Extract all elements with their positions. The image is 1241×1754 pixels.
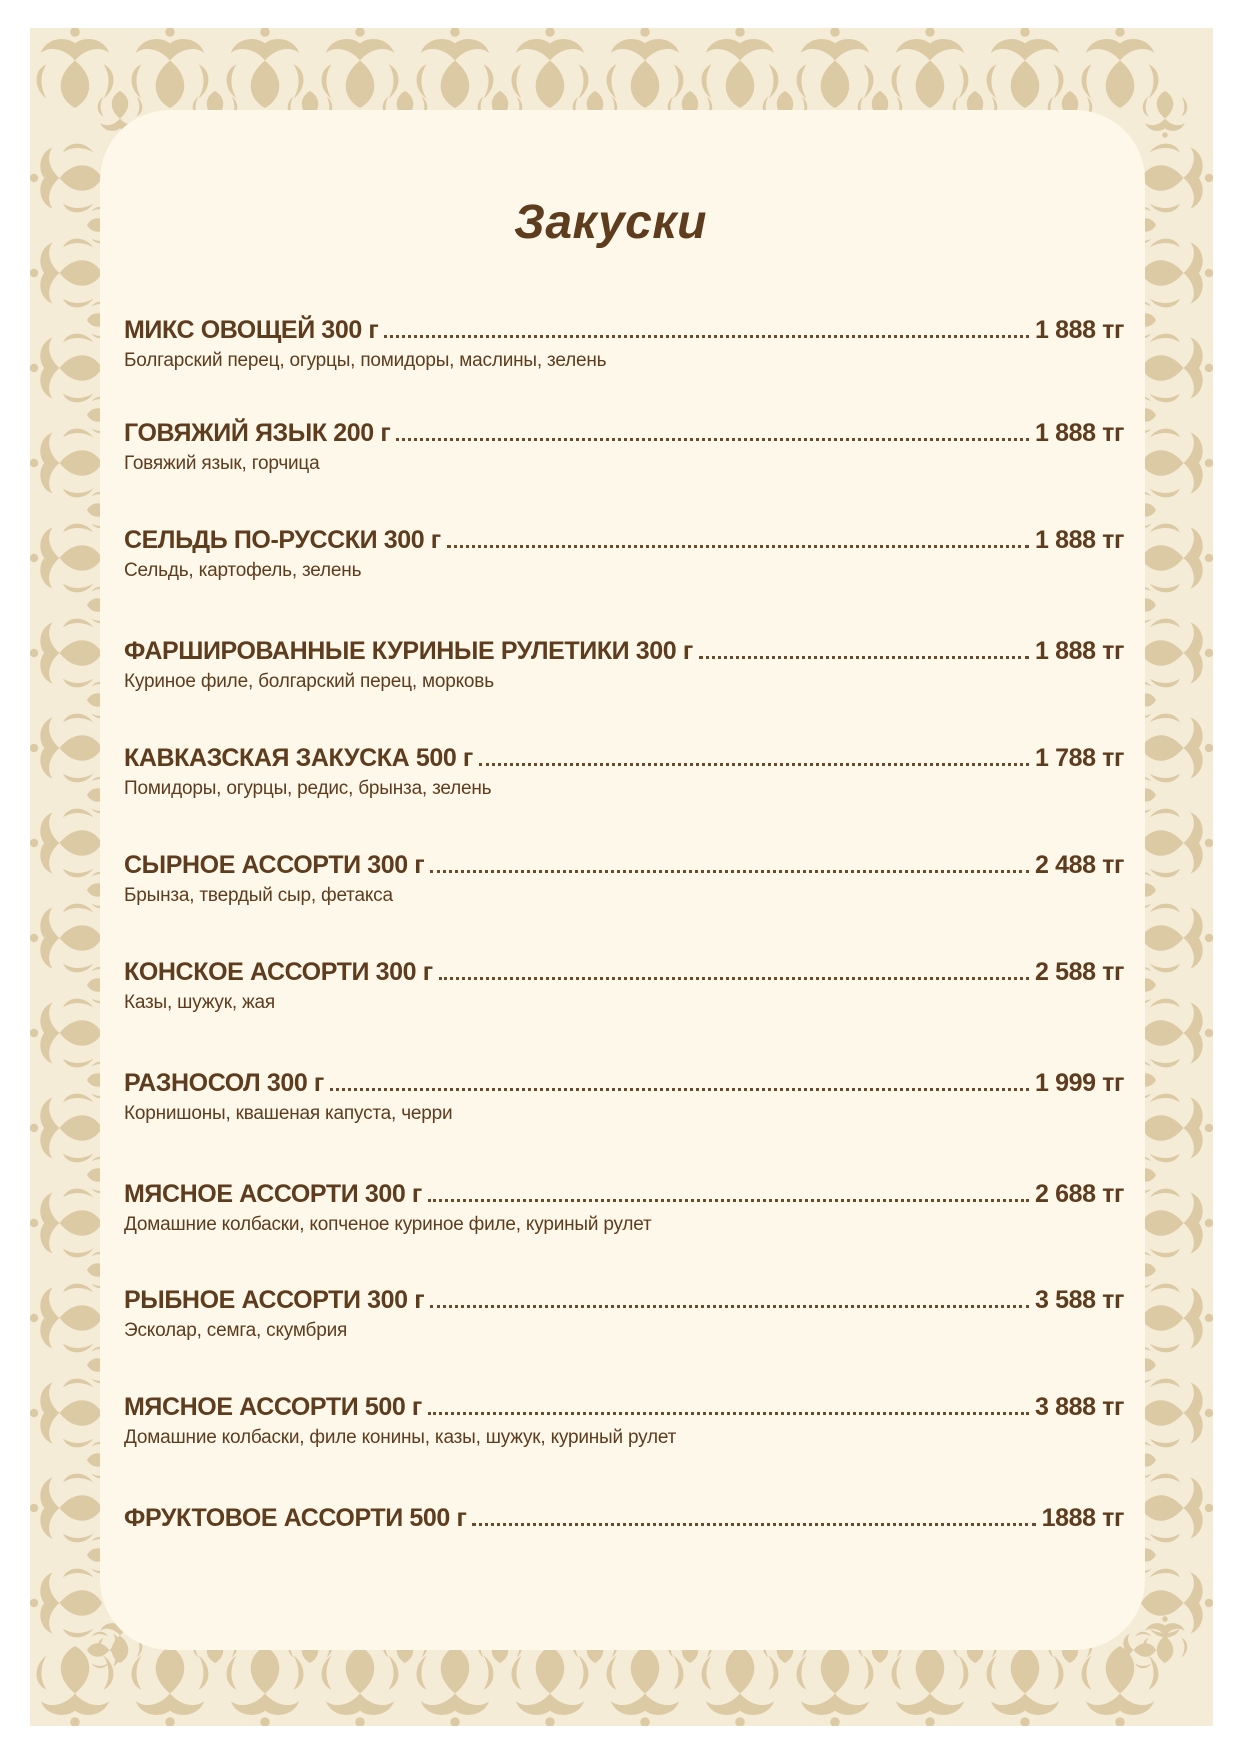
dotted-leader (330, 1087, 1029, 1091)
item-description: Брынза, твердый сыр, фетакса (124, 885, 393, 906)
item-price: 1 788 тг (1035, 744, 1124, 772)
menu-item (124, 419, 1124, 475)
ornament-motif (37, 1646, 114, 1726)
menu-item (124, 1286, 1124, 1342)
item-description: Помидоры, огурцы, редис, брынза, зелень (124, 778, 492, 799)
item-name: КАВКАЗСКАЯ ЗАКУСКА 500 г (124, 744, 473, 772)
item-description: Эсколар, семга, скумбрия (124, 1320, 348, 1341)
dotted-leader (384, 334, 1029, 338)
item-price: 1 888 тг (1035, 316, 1124, 344)
ornament-motif (30, 1189, 102, 1258)
item-name: МЯСНОЕ АССОРТИ 300 г (124, 1180, 422, 1208)
dotted-leader (428, 1411, 1029, 1415)
menu-item (124, 526, 1124, 582)
ornament-motif (30, 1094, 102, 1163)
ornament-motif (1141, 1379, 1213, 1448)
ornament-motif (30, 1474, 102, 1543)
item-name: ФАРШИРОВАННЫЕ КУРИНЫЕ РУЛЕТИКИ 300 г (124, 637, 693, 665)
ornament-motif (30, 714, 102, 783)
item-price: 3 888 тг (1035, 1393, 1124, 1421)
item-name: ФРУКТОВОЕ АССОРТИ 500 г (124, 1504, 467, 1532)
ornament-motif (30, 1379, 102, 1448)
ornament-motif (30, 999, 102, 1068)
menu-item (124, 316, 1124, 372)
page-title: Закуски (514, 196, 707, 249)
dotted-leader (472, 1522, 1035, 1526)
item-price: 1 888 тг (1035, 637, 1124, 665)
ornament-motif (1141, 1094, 1213, 1163)
ornament-motif (1141, 1284, 1213, 1353)
ornament-motif (37, 28, 114, 108)
item-name: СЕЛЬДЬ ПО-РУССКИ 300 г (124, 526, 441, 554)
item-name: МЯСНОЕ АССОРТИ 500 г (124, 1393, 422, 1421)
ornament-motif (1141, 334, 1213, 403)
menu-item (124, 1069, 1124, 1125)
item-description: Сельдь, картофель, зелень (124, 560, 362, 581)
item-description: Домашние колбаски, копченое куриное филе, куриный рулет (124, 1214, 652, 1235)
dotted-leader (439, 976, 1029, 980)
menu-list (124, 0, 1124, 1754)
item-price: 1888 тг (1041, 1504, 1124, 1532)
ornament-motif (30, 1569, 102, 1638)
ornament-motif (1141, 524, 1213, 593)
menu-item (124, 1180, 1124, 1236)
ornament-motif (30, 524, 102, 593)
item-price: 2 488 тг (1035, 851, 1124, 879)
item-description: Казы, шужук, жая (124, 992, 275, 1013)
item-price: 3 588 тг (1035, 1286, 1124, 1314)
ornament-motif (1143, 91, 1188, 138)
dotted-leader (447, 544, 1029, 548)
ornament-motif (30, 809, 102, 878)
dotted-leader (430, 869, 1029, 873)
ornament-motif (1141, 999, 1213, 1068)
item-description: Корнишоны, квашеная капуста, черри (124, 1103, 453, 1124)
menu-item (124, 958, 1124, 1014)
dotted-leader (430, 1304, 1029, 1308)
item-description: Болгарский перец, огурцы, помидоры, маслины, зелень (124, 350, 607, 371)
ornament-motif (1141, 904, 1213, 973)
dotted-leader (396, 437, 1029, 441)
ornament-motif (30, 619, 102, 688)
menu-item (124, 851, 1124, 907)
menu-item (124, 744, 1124, 800)
dotted-leader (479, 762, 1029, 766)
ornament-motif (1141, 619, 1213, 688)
ornament-motif (1141, 1474, 1213, 1543)
menu-item (124, 637, 1124, 693)
ornament-motif (30, 429, 102, 498)
item-price: 1 888 тг (1035, 419, 1124, 447)
item-description: Говяжий язык, горчица (124, 453, 320, 474)
ornament-motif (1141, 1189, 1213, 1258)
ornament-motif (1141, 714, 1213, 783)
ornament-motif (30, 904, 102, 973)
item-price: 2 688 тг (1035, 1180, 1124, 1208)
dotted-leader (699, 655, 1029, 659)
item-description: Домашние колбаски, филе конины, казы, шужук, куриный рулет (124, 1427, 677, 1448)
item-price: 1 888 тг (1035, 526, 1124, 554)
item-name: СЫРНОЕ АССОРТИ 300 г (124, 851, 425, 879)
item-description: Куриное филе, болгарский перец, морковь (124, 671, 494, 692)
ornament-motif (1141, 429, 1213, 498)
item-name: КОНСКОЕ АССОРТИ 300 г (124, 958, 433, 986)
item-price: 1 999 тг (1035, 1069, 1124, 1097)
item-name: ГОВЯЖИЙ ЯЗЫК 200 г (124, 419, 391, 447)
item-name: МИКС ОВОЩЕЙ 300 г (124, 316, 379, 344)
dotted-leader (428, 1198, 1029, 1202)
ornament-motif (1141, 809, 1213, 878)
ornament-motif (30, 334, 102, 403)
item-name: РАЗНОСОЛ 300 г (124, 1069, 324, 1097)
menu-item (124, 1504, 1124, 1538)
ornament-motif (30, 1284, 102, 1353)
item-name: РЫБНОЕ АССОРТИ 300 г (124, 1286, 425, 1314)
menu-item (124, 1393, 1124, 1449)
item-price: 2 588 тг (1035, 958, 1124, 986)
